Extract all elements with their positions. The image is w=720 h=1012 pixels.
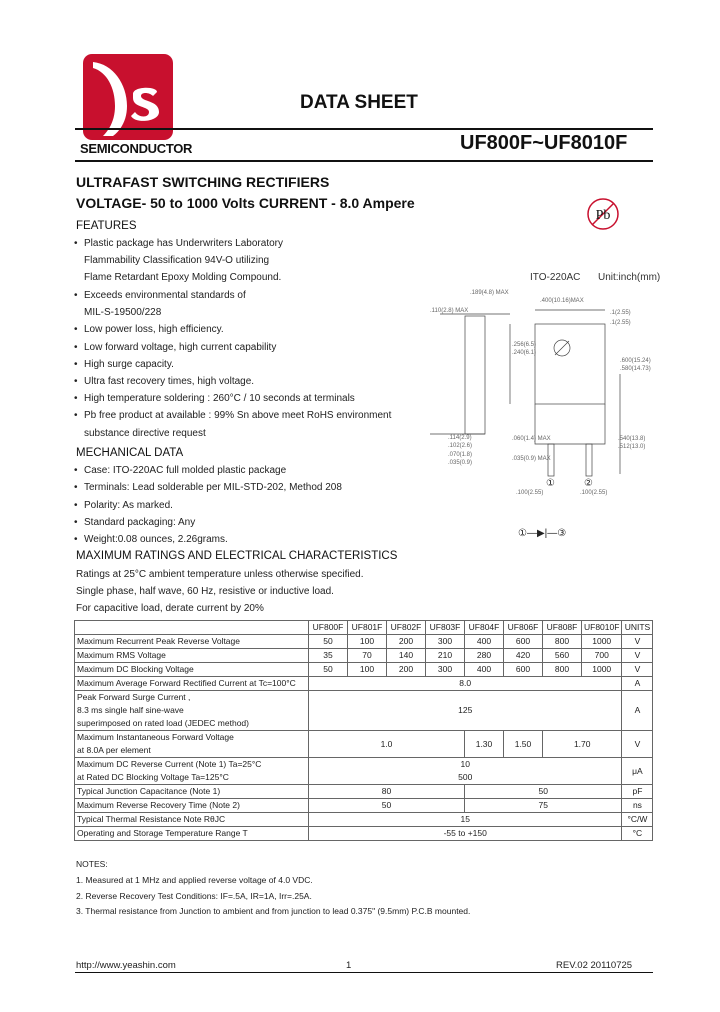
column-header: UF802F [387,621,426,635]
table-row [75,799,653,813]
dim-label: .070(1.8) [448,452,473,458]
dim-label: .580(14.73) [620,366,651,372]
feature-item: Flammability Classification 94V-O utilizing [84,255,270,266]
part-number: UF800F~UF8010F [460,132,628,154]
table-cell: 8.0 [309,677,622,691]
feature-item: • Pb free product at available : 99% Sn above meet RoHS environment [74,410,392,421]
table-cell: 200 [387,663,426,677]
dim-label: .035(0.9) MAX [512,456,551,462]
unit-cell: °C [622,827,653,841]
table-cell: 600 [504,663,543,677]
dim-label: .1(2.55) [610,310,631,316]
feature-item: • Low power loss, high efficiency. [74,324,224,335]
dim-label: .256(6.5) [512,342,537,348]
dim-label: .100(2.55) [580,490,608,496]
table-cell: 1.70 [543,731,622,758]
table-cell: 1000 [582,635,622,649]
table-cell: 35 [309,649,348,663]
feature-item: MIL-S-19500/228 [84,307,162,318]
table-cell: 800 [543,663,582,677]
dim-label: .189(4.8) MAX [470,290,509,296]
feature-item: • Plastic package has Underwriters Laboratory [74,238,283,249]
table-cell: 280 [465,649,504,663]
package-name: ITO-220AC [530,272,581,283]
column-header: UF8010F [582,621,622,635]
dim-label: .035(0.9) [448,460,473,466]
feature-item: • High surge capacity. [74,359,174,370]
table-row [75,785,653,799]
table-cell: 125 [309,691,622,731]
table-row [75,691,653,731]
table-cell: -55 to +150 [309,827,622,841]
pin-label: ② [584,478,593,489]
dim-label: .540(13.8) [618,436,646,442]
table-cell: 210 [426,649,465,663]
mechanical-heading: MECHANICAL DATA [76,447,184,459]
page-title: DATA SHEET [300,92,418,113]
dim-label: .102(2.6) [448,443,473,449]
unit-cell: A [622,691,653,731]
dim-label: .100(2.55) [516,490,544,496]
mechanical-item: • Polarity: As marked. [74,500,173,511]
column-header: UF801F [348,621,387,635]
table-cell: 200 [387,635,426,649]
table-cell: 50 [309,663,348,677]
unit-cell: ns [622,799,653,813]
table-row [75,827,653,841]
column-header: UF806F [504,621,543,635]
ratings-note: For capacitive load, derate current by 20% [76,603,264,614]
table-cell: 560 [543,649,582,663]
table-cell: 300 [426,635,465,649]
row-label: Operating and Storage Temperature Range T [75,827,309,841]
mechanical-item: • Case: ITO-220AC full molded plastic package [74,465,287,476]
table-cell: 100 [348,663,387,677]
table-row [75,731,653,758]
table-row [75,663,653,677]
pin-label: ① [546,478,555,489]
unit-cell: °C/W [622,813,653,827]
features-heading: FEATURES [76,220,137,232]
table-cell: 1.0 [309,731,465,758]
mechanical-item: • Weight:0.08 ounces, 2.26grams. [74,534,228,545]
svg-text:Pb: Pb [595,208,611,223]
row-label: Maximum DC Reverse Current (Note 1) Ta=25°C at Rated DC Blocking Voltage Ta=125°C [75,758,309,785]
product-type: ULTRAFAST SWITCHING RECTIFIERS [76,174,330,190]
header-divider [75,128,653,130]
row-label: Typical Junction Capacitance (Note 1) [75,785,309,799]
voltage-current-spec: VOLTAGE- 50 to 1000 Volts CURRENT - 8.0 Ampere [76,195,415,211]
note-item: 2. Reverse Recovery Test Conditions: IF=.5A, IR=1A, Irr=.25A. [76,891,312,901]
dim-label: .600(15.24) [620,358,651,364]
unit-cell: V [622,635,653,649]
mechanical-item: • Terminals: Lead solderable per MIL-STD-202, Method 208 [74,482,342,493]
ratings-note: Ratings at 25°C ambient temperature unless otherwise specified. [76,569,364,580]
table-row [75,649,653,663]
table-row [75,813,653,827]
table-cell: 50 [465,785,622,799]
row-label: Maximum Instantaneous Forward Voltage at 8.0A per element [75,731,309,758]
row-label: Maximum Reverse Recovery Time (Note 2) [75,799,309,813]
feature-item: • Exceeds environmental standards of [74,290,246,301]
table-cell: 420 [504,649,543,663]
diode-symbol: ①—▶|—③ [518,528,567,539]
row-label: Maximum RMS Voltage [75,649,309,663]
column-header: UF808F [543,621,582,635]
unit-cell: A [622,677,653,691]
feature-item: Flame Retardant Epoxy Molding Compound. [84,272,282,283]
feature-item: substance directive request [84,428,206,439]
note-item: 3. Thermal resistance from Junction to ambient and from junction to lead 0.375" (9.5mm) P.C.B mounted. [76,906,471,916]
package-outline-drawing [420,284,660,524]
table-cell: 15 [309,813,622,827]
mechanical-item: • Standard packaging: Any [74,517,196,528]
table-cell: 100 [348,635,387,649]
unit-cell: V [622,663,653,677]
row-label: Peak Forward Surge Current , 8.3 ms single half sine-wave superimposed on rated load (JEDEC method) [75,691,309,731]
table-cell: 75 [465,799,622,813]
page-number: 1 [346,960,352,971]
row-label: Maximum Average Forward Rectified Current at Tc=100°C [75,677,309,691]
dim-label: .114(2.9) [448,435,472,441]
column-header: UF803F [426,621,465,635]
footer-divider [75,972,653,973]
company-name: SEMICONDUCTOR [80,141,193,156]
table-cell: 50 [309,635,348,649]
row-label: Maximum DC Blocking Voltage [75,663,309,677]
table-cell: 1000 [582,663,622,677]
unit-cell: V [622,731,653,758]
table-cell: 800 [543,635,582,649]
dim-label: .060(1.4) MAX [512,436,551,442]
table-cell: 1.30 [465,731,504,758]
dim-label: .240(6.1) [512,350,537,356]
pb-free-icon [585,196,621,232]
table-cell [75,621,309,635]
table-row [75,758,653,785]
table-cell: 600 [504,635,543,649]
column-header: UNITS [622,621,653,635]
note-item: 1. Measured at 1 MHz and applied reverse voltage of 4.0 VDC. [76,875,313,885]
unit-cell: V [622,649,653,663]
column-header: UF804F [465,621,504,635]
table-cell: 400 [465,663,504,677]
table-cell: 10 500 [309,758,622,785]
row-label: Typical Thermal Resistance Note RθJC [75,813,309,827]
table-cell: 50 [309,799,465,813]
feature-item: • Ultra fast recovery times, high voltage. [74,376,255,387]
ratings-table [74,620,653,841]
table-cell: 1.50 [504,731,543,758]
unit-cell: μA [622,758,653,785]
feature-item: • Low forward voltage, high current capability [74,342,277,353]
header-divider-bottom [75,160,653,162]
table-cell: 80 [309,785,465,799]
row-label: Maximum Recurrent Peak Reverse Voltage [75,635,309,649]
package-unit: Unit:inch(mm) [598,272,661,283]
footer-url[interactable]: http://www.yeashin.com [76,960,176,971]
notes-heading: NOTES: [76,859,108,869]
column-header: UF800F [309,621,348,635]
dim-label: .110(2.8) MAX [430,308,469,314]
table-row [75,635,653,649]
dim-label: .512(13.0) [618,444,646,450]
table-cell: 700 [582,649,622,663]
table-row [75,677,653,691]
feature-item: • High temperature soldering : 260°C / 10 seconds at terminals [74,393,355,404]
ratings-note: Single phase, half wave, 60 Hz, resistive or inductive load. [76,586,334,597]
unit-cell: pF [622,785,653,799]
dim-label: .1(2.55) [610,320,631,326]
table-cell: 140 [387,649,426,663]
table-cell: 400 [465,635,504,649]
dim-label: .400(10.16)MAX [540,298,584,304]
table-cell: 70 [348,649,387,663]
ratings-heading: MAXIMUM RATINGS AND ELECTRICAL CHARACTERISTICS [76,550,398,562]
table-cell: 300 [426,663,465,677]
table-header-row [75,621,653,635]
revision: REV.02 20110725 [556,960,633,971]
